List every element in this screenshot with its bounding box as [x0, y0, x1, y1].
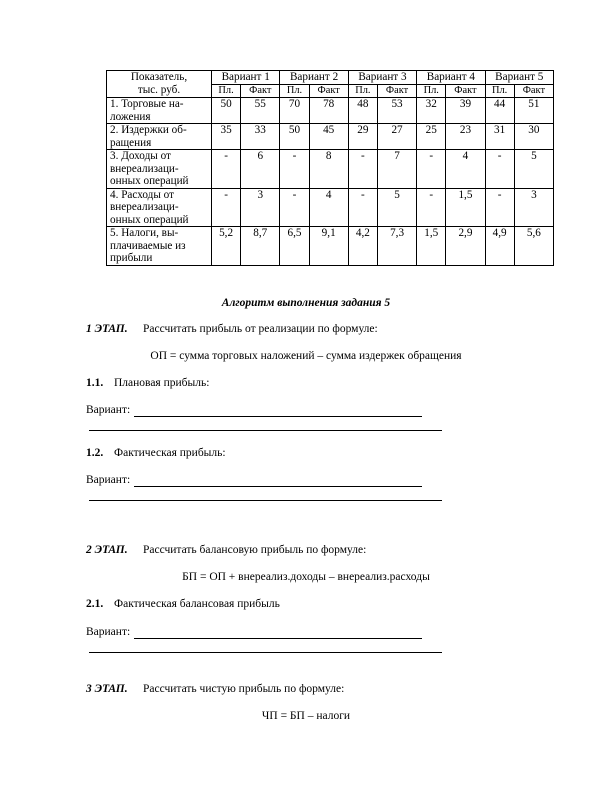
table-cell: 7: [377, 150, 416, 189]
answer-line[interactable]: [89, 652, 442, 653]
table-cell: 5,2: [212, 227, 241, 266]
stage3-title: 3 ЭТАП.: [86, 683, 128, 695]
table-cell: -: [485, 150, 514, 189]
stage1-title: 1 ЭТАП.: [86, 323, 128, 335]
header-indicator: [107, 71, 212, 98]
sub-plan: Пл.: [485, 84, 514, 98]
answer-line[interactable]: [89, 500, 442, 501]
sub-fact: Факт: [514, 84, 553, 98]
table-cell: 50: [212, 98, 241, 124]
table-cell: 35: [212, 124, 241, 150]
table-cell: 3: [514, 188, 553, 227]
table-cell: -: [212, 150, 241, 189]
table-cell: 30: [514, 124, 553, 150]
table-cell: -: [348, 188, 377, 227]
stage3-text: Рассчитать чистую прибыль по формуле:: [143, 683, 345, 695]
sub-fact: Факт: [377, 84, 416, 98]
section-1-2-number: 1.2.: [86, 447, 104, 459]
table-cell: 53: [377, 98, 416, 124]
table-cell: 78: [309, 98, 348, 124]
table-cell: 3: [241, 188, 280, 227]
table-cell: 7,3: [377, 227, 416, 266]
table-cell: 5,6: [514, 227, 553, 266]
data-table: [106, 70, 554, 266]
table-cell: 39: [446, 98, 485, 124]
table-cell: 2,9: [446, 227, 485, 266]
stage2-formula: БП = ОП + внереализ.доходы – внереализ.расходы: [182, 571, 430, 583]
row-label: 1. Торговые на- ложения: [107, 98, 212, 124]
algorithm-title: Алгоритм выполнения задания 5: [221, 297, 391, 309]
table-cell: -: [417, 150, 446, 189]
table-cell: 6,5: [280, 227, 309, 266]
table-cell: 33: [241, 124, 280, 150]
sub-fact: Факт: [309, 84, 348, 98]
table-cell: -: [417, 188, 446, 227]
stage1-formula: ОП = сумма торговых наложений – сумма издержек обращения: [150, 350, 462, 362]
table-cell: 44: [485, 98, 514, 124]
table-cell: 55: [241, 98, 280, 124]
variant-label: Вариант:: [86, 474, 131, 486]
table-cell: -: [280, 188, 309, 227]
row-label: 3. Доходы от внереализаци- онных операций: [107, 150, 212, 189]
table-row: [107, 124, 554, 150]
table-cell: 31: [485, 124, 514, 150]
header-variant-2: Вариант 2: [280, 71, 348, 85]
header-variant-4: Вариант 4: [417, 71, 485, 85]
table-cell: 4,2: [348, 227, 377, 266]
table-header-row: [107, 71, 554, 85]
table-cell: 51: [514, 98, 553, 124]
answer-line[interactable]: [134, 486, 422, 487]
table-cell: -: [280, 150, 309, 189]
table-cell: 4,9: [485, 227, 514, 266]
section-1-1-number: 1.1.: [86, 377, 104, 389]
table-row: [107, 227, 554, 266]
table-row: [107, 188, 554, 227]
table-cell: 27: [377, 124, 416, 150]
table-cell: 4: [309, 188, 348, 227]
table-cell: 25: [417, 124, 446, 150]
table-cell: 50: [280, 124, 309, 150]
table-cell: 48: [348, 98, 377, 124]
table-cell: 1,5: [446, 188, 485, 227]
table-cell: 70: [280, 98, 309, 124]
table-cell: 5: [514, 150, 553, 189]
table-cell: 23: [446, 124, 485, 150]
table-cell: 4: [446, 150, 485, 189]
section-1-1-text: Плановая прибыль:: [114, 377, 210, 389]
sub-plan: Пл.: [212, 84, 241, 98]
answer-line[interactable]: [134, 416, 422, 417]
table-cell: 8,7: [241, 227, 280, 266]
table-cell: 29: [348, 124, 377, 150]
table-row: [107, 150, 554, 189]
table-cell: -: [485, 188, 514, 227]
answer-line[interactable]: [89, 430, 442, 431]
header-variant-3: Вариант 3: [348, 71, 416, 85]
header-indicator-line2: тыс. руб.: [137, 83, 181, 96]
sub-plan: Пл.: [417, 84, 446, 98]
table-cell: 1,5: [417, 227, 446, 266]
answer-line[interactable]: [134, 638, 422, 639]
section-2-1-text: Фактическая балансовая прибыль: [114, 598, 280, 610]
header-indicator-line1: Показатель,: [130, 71, 188, 83]
sub-plan: Пл.: [280, 84, 309, 98]
stage2-title: 2 ЭТАП.: [86, 544, 128, 556]
section-1-2-text: Фактическая прибыль:: [114, 447, 226, 459]
section-2-1-number: 2.1.: [86, 598, 104, 610]
table-cell: 6: [241, 150, 280, 189]
table-cell: 32: [417, 98, 446, 124]
sub-fact: Факт: [446, 84, 485, 98]
sub-plan: Пл.: [348, 84, 377, 98]
row-label: 2. Издержки об- ращения: [107, 124, 212, 150]
row-label: 4. Расходы от внереализаци- онных операций: [107, 188, 212, 227]
stage3-formula: ЧП = БП – налоги: [261, 710, 351, 722]
table-cell: -: [348, 150, 377, 189]
table-row: [107, 98, 554, 124]
stage1-text: Рассчитать прибыль от реализации по формуле:: [143, 323, 378, 335]
table-cell: 9,1: [309, 227, 348, 266]
table-cell: 5: [377, 188, 416, 227]
variant-label: Вариант:: [86, 404, 131, 416]
table-cell: 45: [309, 124, 348, 150]
header-variant-1: Вариант 1: [212, 71, 280, 85]
row-label: 5. Налоги, вы- плачиваемые из прибыли: [107, 227, 212, 266]
table-cell: 8: [309, 150, 348, 189]
table-cell: -: [212, 188, 241, 227]
stage2-text: Рассчитать балансовую прибыль по формуле:: [143, 544, 367, 556]
table-body: [107, 98, 554, 266]
sub-fact: Факт: [241, 84, 280, 98]
header-variant-5: Вариант 5: [485, 71, 553, 85]
variant-label: Вариант:: [86, 626, 131, 638]
